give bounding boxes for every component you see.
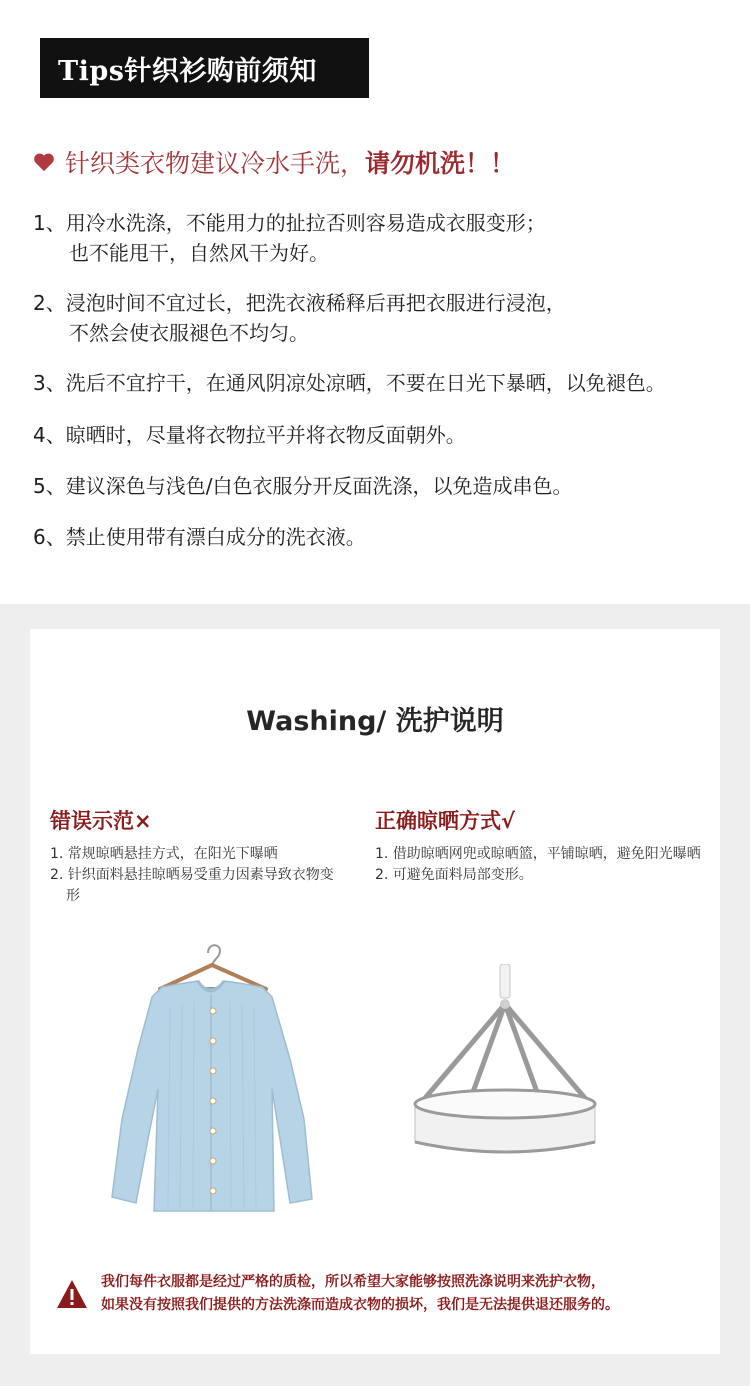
cardigan-on-hanger-icon xyxy=(90,939,330,1229)
heart-icon xyxy=(33,152,55,172)
tip-item xyxy=(33,208,546,268)
tip-item xyxy=(33,368,666,398)
tip-text: 建议深色与浅色/白色衣服分开反面洗涤，以免造成串色。 xyxy=(65,474,573,498)
tip-text: 晾晒时，尽量将衣物拉平并将衣物反面朝外。 xyxy=(65,423,466,447)
tip-item xyxy=(33,420,466,450)
washing-title: Washing/ 洗护说明 xyxy=(30,699,720,738)
tip-item xyxy=(33,288,566,348)
wrong-example-list xyxy=(50,844,340,907)
warning-triangle-icon xyxy=(55,1278,89,1310)
correct-method-list xyxy=(375,844,705,886)
tip-number: 6、 xyxy=(33,525,66,549)
list-item: 2. 可避免面料局部变形。 xyxy=(375,867,533,883)
tips-banner-title: Tips针织衫购前须知 xyxy=(58,55,317,87)
list-item: 2. 针织面料悬挂晾晒易受重力因素导致衣物变形 xyxy=(50,867,334,904)
tip-item xyxy=(33,522,366,552)
tip-text: 浸泡时间不宜过长，把洗衣液稀释后再把衣服进行浸泡， xyxy=(65,291,566,315)
list-item: 1. 借助晾晒网兜或晾晒篮，平铺晾晒，避免阳光曝晒 xyxy=(375,846,701,862)
list-item: 1. 常规晾晒悬挂方式，在阳光下曝晒 xyxy=(50,846,278,862)
machine-wash-warning xyxy=(33,144,515,180)
tip-text: 洗后不宜拧干，在通风阴凉处凉晒，不要在日光下暴晒，以免褪色。 xyxy=(65,371,666,395)
tip-number: 2、 xyxy=(33,291,66,315)
tip-number: 3、 xyxy=(33,371,66,395)
tip-number: 5、 xyxy=(33,474,66,498)
tip-text: 禁止使用带有漂白成分的洗衣液。 xyxy=(65,525,366,549)
tip-number: 1、 xyxy=(33,211,66,235)
tip-text-continued: 也不能甩干，自然风干为好。 xyxy=(69,241,329,265)
tip-text-continued: 不然会使衣服褪色不均匀。 xyxy=(69,321,309,345)
warning-text-strong: 请勿机洗！！ xyxy=(365,149,516,178)
warning-text: 针织类衣物建议冷水手洗， xyxy=(65,149,366,178)
return-policy-notice xyxy=(55,1271,705,1317)
drying-rack-icon xyxy=(405,964,605,1169)
notice-line: 我们每件衣服都是经过严格的质检，所以希望大家能够按照洗涤说明来洗护衣物， xyxy=(101,1274,605,1290)
wrong-example-title: 错误示范× xyxy=(50,809,152,833)
washing-card xyxy=(30,629,720,1354)
notice-line: 如果没有按照我们提供的方法洗涤而造成衣物的损坏，我们是无法提供退还服务的。 xyxy=(101,1297,619,1313)
tip-item xyxy=(33,471,572,501)
tip-text: 用冷水洗涤，不能用力的扯拉否则容易造成衣服变形； xyxy=(65,211,546,235)
tip-number: 4、 xyxy=(33,423,66,447)
correct-method-title: 正确晾晒方式√ xyxy=(375,809,516,833)
tips-banner xyxy=(40,38,369,98)
